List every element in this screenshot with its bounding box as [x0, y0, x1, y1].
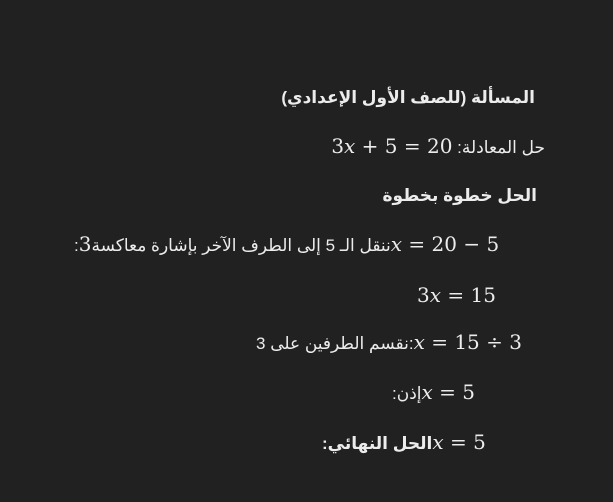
- step-4-label: :إذن: [392, 384, 422, 403]
- equation-label: :حل المعادلة: [452, 138, 545, 157]
- step-1: [74, 232, 499, 258]
- final-answer-label: :الحل النهائي: [322, 434, 433, 453]
- solution-heading: الحل خطوة بخطوة: [382, 186, 537, 205]
- problem-title: المسألة (للصف الأول الإعدادي): [281, 88, 535, 107]
- step-4: :إذنx = 5: [392, 380, 475, 404]
- equation-math: 3x + 5 = 20: [331, 134, 453, 158]
- step-3: نقسم الطرفين على 3:x = 15 ÷ 3: [256, 330, 522, 354]
- step-3-description: نقسم الطرفين على 3: [256, 334, 409, 353]
- step-1-math: 3 x = 20 − 5: [78, 232, 500, 256]
- equation-prompt: [331, 134, 545, 160]
- step-2: 3x = 15: [417, 283, 496, 307]
- step-1-description: :ننقل الـ 5 إلى الطرف الآخر بإشارة معاكسة: [74, 236, 391, 255]
- final-answer: :الحل النهائيx = 5: [322, 430, 486, 454]
